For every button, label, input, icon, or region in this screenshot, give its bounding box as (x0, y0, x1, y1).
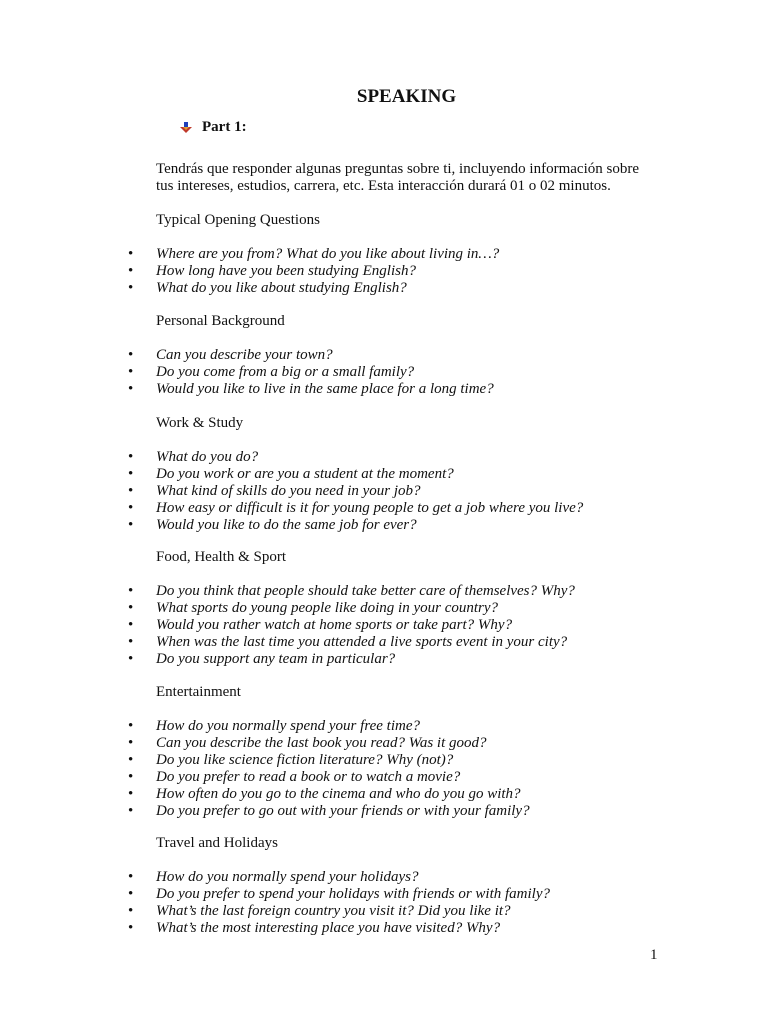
question-item (0, 246, 499, 263)
question-text: How do you normally spend your free time? (156, 718, 420, 734)
question-item (0, 583, 575, 600)
question-text: What’s the most interesting place you have visited? Why? (156, 920, 501, 936)
question-text: What kind of skills do you need in your job? (156, 483, 421, 499)
question-item (0, 364, 494, 381)
question-item (0, 634, 575, 651)
section-title: Typical Opening Questions (156, 212, 320, 228)
part-heading (180, 119, 247, 136)
intro-paragraph (156, 161, 676, 195)
question-item (0, 886, 550, 903)
bullet-icon: • (128, 869, 134, 885)
bullet-icon: • (128, 617, 134, 633)
question-item (0, 280, 499, 297)
question-list (0, 583, 575, 668)
bullet-icon: • (128, 280, 134, 296)
bullet-icon: • (128, 347, 134, 363)
question-item (0, 869, 550, 886)
section-title: Work & Study (156, 415, 244, 431)
intro-line: tus intereses, estudios, carrera, etc. Esta interacción durará 01 o 02 minutos. (156, 178, 611, 194)
bullet-icon: • (128, 769, 134, 785)
question-text: Where are you from? What do you like about living in…? (156, 246, 500, 262)
question-text: Do you work or are you a student at the moment? (156, 466, 454, 482)
part-label: Part 1: (202, 119, 247, 135)
bullet-icon: • (128, 483, 134, 499)
section-title: Travel and Holidays (156, 835, 278, 851)
question-text: Do you think that people should take better care of themselves? Why? (156, 583, 575, 599)
question-text: Would you like to live in the same place for a long time? (156, 381, 494, 397)
question-item (0, 735, 530, 752)
bullet-icon: • (128, 263, 134, 279)
bullet-icon: • (128, 364, 134, 380)
bullet-icon: • (128, 735, 134, 751)
bullet-icon: • (128, 920, 134, 936)
page-title: SPEAKING (356, 86, 457, 107)
question-text: What do you do? (156, 449, 259, 465)
question-item (0, 449, 583, 466)
question-text: Do you prefer to go out with your friends or with your family? (156, 803, 530, 819)
section-title: Food, Health & Sport (156, 549, 286, 565)
bullet-icon: • (128, 449, 134, 465)
question-item (0, 718, 530, 735)
question-item (0, 500, 583, 517)
question-text: Do you like science fiction literature? Why (not)? (156, 752, 454, 768)
bullet-icon: • (128, 466, 134, 482)
question-text: Can you describe the last book you read? Was it good? (156, 735, 487, 751)
section-title: Entertainment (156, 684, 241, 700)
section-title: Personal Background (156, 313, 285, 329)
question-text: Do you support any team in particular? (156, 651, 396, 667)
bullet-icon: • (128, 381, 134, 397)
question-text: Would you like to do the same job for ever? (156, 517, 417, 533)
question-item (0, 466, 583, 483)
page-number: 1 (650, 947, 658, 963)
question-text: How easy or difficult is it for young people to get a job where you live? (156, 500, 584, 516)
question-list (0, 246, 499, 297)
bullet-icon: • (128, 803, 134, 819)
bullet-icon: • (128, 903, 134, 919)
question-list (0, 347, 494, 398)
question-item (0, 347, 494, 364)
question-list (0, 718, 530, 820)
question-text: Would you rather watch at home sports or take part? Why? (156, 617, 513, 633)
question-text: What sports do young people like doing in your country? (156, 600, 499, 616)
question-item (0, 600, 575, 617)
question-text: What’s the last foreign country you visit it? Did you like it? (156, 903, 511, 919)
bullet-icon: • (128, 583, 134, 599)
bullet-icon: • (128, 517, 134, 533)
question-item (0, 263, 499, 280)
question-item (0, 920, 550, 937)
question-text: Can you describe your town? (156, 347, 333, 363)
intro-line: Tendrás que responder algunas preguntas sobre ti, incluyendo información sobre (156, 161, 639, 177)
question-text: How often do you go to the cinema and who do you go with? (156, 786, 521, 802)
question-list (0, 449, 583, 534)
bullet-icon: • (128, 718, 134, 734)
question-item (0, 617, 575, 634)
bullet-icon: • (128, 752, 134, 768)
arrow-down-bullet-icon (180, 122, 192, 134)
question-item (0, 483, 583, 500)
bullet-icon: • (128, 500, 134, 516)
question-item (0, 651, 575, 668)
question-text: How long have you been studying English? (156, 263, 416, 279)
question-item (0, 786, 530, 803)
bullet-icon: • (128, 634, 134, 650)
bullet-icon: • (128, 786, 134, 802)
bullet-icon: • (128, 886, 134, 902)
question-text: What do you like about studying English? (156, 280, 407, 296)
question-item (0, 769, 530, 786)
question-text: How do you normally spend your holidays? (156, 869, 419, 885)
bullet-icon: • (128, 600, 134, 616)
question-item (0, 803, 530, 820)
question-text: Do you prefer to spend your holidays with friends or with family? (156, 886, 551, 902)
question-item (0, 517, 583, 534)
question-text: When was the last time you attended a live sports event in your city? (156, 634, 568, 650)
bullet-icon: • (128, 651, 134, 667)
question-text: Do you come from a big or a small family? (156, 364, 415, 380)
question-text: Do you prefer to read a book or to watch a movie? (156, 769, 461, 785)
question-list (0, 869, 550, 937)
bullet-icon: • (128, 246, 134, 262)
question-item (0, 752, 530, 769)
question-item (0, 381, 494, 398)
question-item (0, 903, 550, 920)
